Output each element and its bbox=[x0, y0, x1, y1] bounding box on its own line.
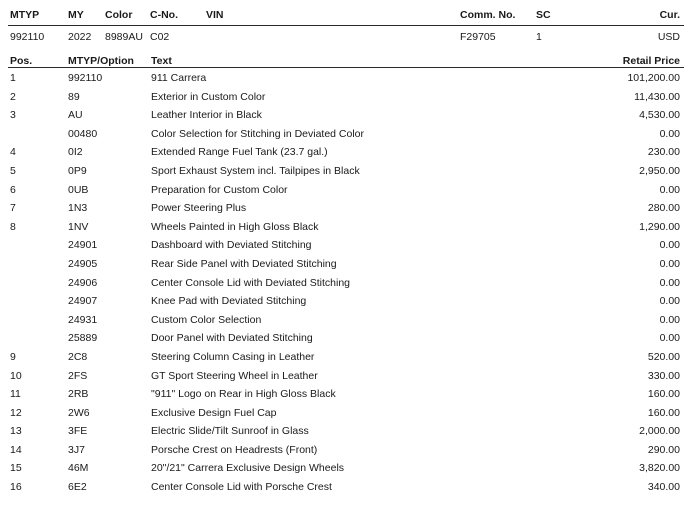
row-description: Center Console Lid with Porsche Crest bbox=[151, 481, 332, 494]
row-option-code: 24907 bbox=[68, 295, 98, 308]
table-row bbox=[0, 126, 694, 145]
row-retail-price: 0.00 bbox=[659, 295, 680, 308]
row-option-code: 992110 bbox=[68, 72, 103, 84]
row-description: Wheels Painted in High Gloss Black bbox=[151, 220, 319, 233]
row-option-code: 25889 bbox=[68, 332, 98, 345]
row-pos: 7 bbox=[10, 202, 16, 215]
row-pos: 11 bbox=[10, 388, 21, 401]
row-retail-price: 3,820.00 bbox=[639, 462, 680, 475]
header-value-my: 2022 bbox=[68, 31, 92, 43]
header-label-comm-no: Comm. No. bbox=[460, 9, 516, 21]
table-row bbox=[0, 182, 694, 201]
row-pos: 13 bbox=[10, 425, 22, 438]
header-value-currency: USD bbox=[657, 31, 680, 43]
table-row bbox=[0, 89, 694, 108]
row-option-code: 6E2 bbox=[68, 481, 87, 494]
table-row bbox=[0, 423, 694, 442]
row-pos: 8 bbox=[10, 220, 16, 233]
row-retail-price: 290.00 bbox=[647, 443, 680, 456]
row-description: Power Steering Plus bbox=[151, 202, 247, 215]
row-option-code: 24901 bbox=[68, 239, 98, 252]
header-label-currency: Cur. bbox=[659, 9, 680, 21]
row-pos: 3 bbox=[10, 109, 16, 122]
row-description: Extended Range Fuel Tank (23.7 gal.) bbox=[151, 146, 328, 159]
row-retail-price: 330.00 bbox=[647, 369, 680, 382]
row-description: "911" Logo on Rear in High Gloss Black bbox=[151, 388, 336, 401]
table-row bbox=[0, 460, 694, 479]
row-option-code: 0P9 bbox=[68, 164, 87, 177]
row-option-code: 24905 bbox=[68, 257, 98, 270]
options-table-body bbox=[0, 70, 694, 498]
row-option-code: 2FS bbox=[68, 369, 88, 382]
table-row bbox=[0, 70, 694, 89]
options-table-header bbox=[0, 52, 694, 68]
table-row bbox=[0, 479, 694, 498]
table-row bbox=[0, 256, 694, 275]
header-value-comm-no: F29705 bbox=[460, 31, 496, 43]
row-option-code: 3J7 bbox=[68, 443, 85, 456]
row-retail-price: 0.00 bbox=[659, 313, 680, 326]
row-description: Color Selection for Stitching in Deviated Color bbox=[151, 127, 365, 140]
row-retail-price: 160.00 bbox=[647, 406, 680, 419]
row-retail-price: 0.00 bbox=[659, 276, 680, 289]
row-option-code: 3FE bbox=[68, 425, 88, 438]
row-retail-price: 0.00 bbox=[659, 127, 680, 140]
row-retail-price: 11,430.00 bbox=[634, 90, 680, 103]
vehicle-header-values bbox=[0, 28, 694, 46]
row-pos: 5 bbox=[10, 164, 16, 177]
row-pos: 16 bbox=[10, 481, 22, 494]
row-option-code: 2W6 bbox=[68, 406, 90, 419]
row-pos: 12 bbox=[10, 406, 22, 419]
table-row bbox=[0, 442, 694, 461]
table-row bbox=[0, 405, 694, 424]
row-retail-price: 101,200.00 bbox=[627, 72, 680, 84]
table-row bbox=[0, 163, 694, 182]
vehicle-header-table bbox=[0, 0, 694, 43]
row-option-code: 2RB bbox=[68, 388, 89, 401]
table-row bbox=[0, 368, 694, 387]
table-row bbox=[0, 219, 694, 238]
row-description: Custom Color Selection bbox=[151, 313, 262, 326]
header-label-vin: VIN bbox=[206, 9, 224, 21]
row-option-code: 0UB bbox=[68, 183, 89, 196]
row-option-code: AU bbox=[68, 109, 83, 122]
row-option-code: 24906 bbox=[68, 276, 98, 289]
column-header-pos: Pos. bbox=[10, 55, 33, 67]
row-description: Preparation for Custom Color bbox=[151, 183, 288, 196]
row-pos: 15 bbox=[10, 462, 22, 475]
row-option-code: 1N3 bbox=[68, 202, 88, 215]
row-retail-price: 0.00 bbox=[659, 183, 680, 196]
header-label-my: MY bbox=[68, 9, 84, 21]
table-row bbox=[0, 107, 694, 126]
header-label-mtyp: MTYP bbox=[10, 9, 40, 21]
options-header-divider bbox=[8, 67, 684, 68]
table-row bbox=[0, 330, 694, 349]
header-label-cno: C-No. bbox=[150, 9, 178, 21]
header-divider bbox=[8, 25, 684, 26]
column-header-option: MTYP/Option bbox=[68, 55, 134, 67]
row-retail-price: 1,290.00 bbox=[639, 220, 680, 233]
row-pos: 14 bbox=[10, 443, 22, 456]
row-pos: 6 bbox=[10, 183, 16, 196]
row-description: Rear Side Panel with Deviated Stitching bbox=[151, 257, 337, 270]
row-description: Knee Pad with Deviated Stitching bbox=[151, 295, 307, 308]
row-description: Leather Interior in Black bbox=[151, 109, 262, 122]
table-row bbox=[0, 275, 694, 294]
table-row bbox=[0, 237, 694, 256]
row-description: Dashboard with Deviated Stitching bbox=[151, 239, 312, 252]
row-retail-price: 2,000.00 bbox=[639, 425, 680, 438]
vehicle-header-labels bbox=[0, 0, 694, 21]
row-pos: 1 bbox=[10, 72, 16, 84]
row-option-code: 24931 bbox=[68, 313, 98, 326]
row-option-code: 89 bbox=[68, 90, 80, 103]
table-row bbox=[0, 200, 694, 219]
row-description: Door Panel with Deviated Stitching bbox=[151, 332, 313, 345]
row-option-code: 00480 bbox=[68, 127, 98, 140]
row-description: Porsche Crest on Headrests (Front) bbox=[151, 443, 318, 456]
row-option-code: 1NV bbox=[68, 220, 89, 233]
row-description: Exclusive Design Fuel Cap bbox=[151, 406, 277, 419]
header-value-color: 8989AU bbox=[105, 31, 143, 43]
row-retail-price: 0.00 bbox=[659, 239, 680, 252]
table-row bbox=[0, 144, 694, 163]
row-pos: 2 bbox=[10, 90, 16, 103]
row-option-code: 46M bbox=[68, 462, 89, 475]
row-retail-price: 520.00 bbox=[647, 350, 680, 363]
table-row bbox=[0, 293, 694, 312]
row-description: Exterior in Custom Color bbox=[151, 90, 266, 103]
row-retail-price: 230.00 bbox=[647, 146, 680, 159]
row-option-code: 0I2 bbox=[68, 146, 83, 159]
row-description: Electric Slide/Tilt Sunroof in Glass bbox=[151, 425, 309, 438]
row-pos: 9 bbox=[10, 350, 16, 363]
row-retail-price: 160.00 bbox=[647, 388, 680, 401]
header-value-cno: C02 bbox=[150, 31, 170, 43]
row-description: Sport Exhaust System incl. Tailpipes in Black bbox=[151, 164, 360, 177]
table-row bbox=[0, 349, 694, 368]
header-value-mtyp: 992110 bbox=[10, 31, 45, 43]
row-retail-price: 2,950.00 bbox=[639, 164, 680, 177]
row-retail-price: 340.00 bbox=[647, 481, 680, 494]
row-option-code: 2C8 bbox=[68, 350, 88, 363]
row-retail-price: 280.00 bbox=[647, 202, 680, 215]
column-header-retail-price: Retail Price bbox=[622, 55, 680, 67]
row-description: GT Sport Steering Wheel in Leather bbox=[151, 369, 318, 382]
column-header-text: Text bbox=[151, 55, 172, 67]
header-value-sc: 1 bbox=[536, 31, 542, 43]
row-retail-price: 0.00 bbox=[659, 257, 680, 270]
row-description: 911 Carrera bbox=[151, 72, 207, 84]
table-row bbox=[0, 386, 694, 405]
options-column-headers bbox=[0, 52, 694, 68]
row-description: 20"/21" Carrera Exclusive Design Wheels bbox=[151, 462, 345, 475]
row-pos: 10 bbox=[10, 369, 22, 382]
row-description: Steering Column Casing in Leather bbox=[151, 350, 315, 363]
row-description: Center Console Lid with Deviated Stitching bbox=[151, 276, 351, 289]
row-pos: 4 bbox=[10, 146, 16, 159]
table-row bbox=[0, 312, 694, 331]
row-retail-price: 0.00 bbox=[659, 332, 680, 345]
header-label-color: Color bbox=[105, 9, 133, 21]
header-label-sc: SC bbox=[536, 9, 551, 21]
row-retail-price: 4,530.00 bbox=[639, 109, 680, 122]
